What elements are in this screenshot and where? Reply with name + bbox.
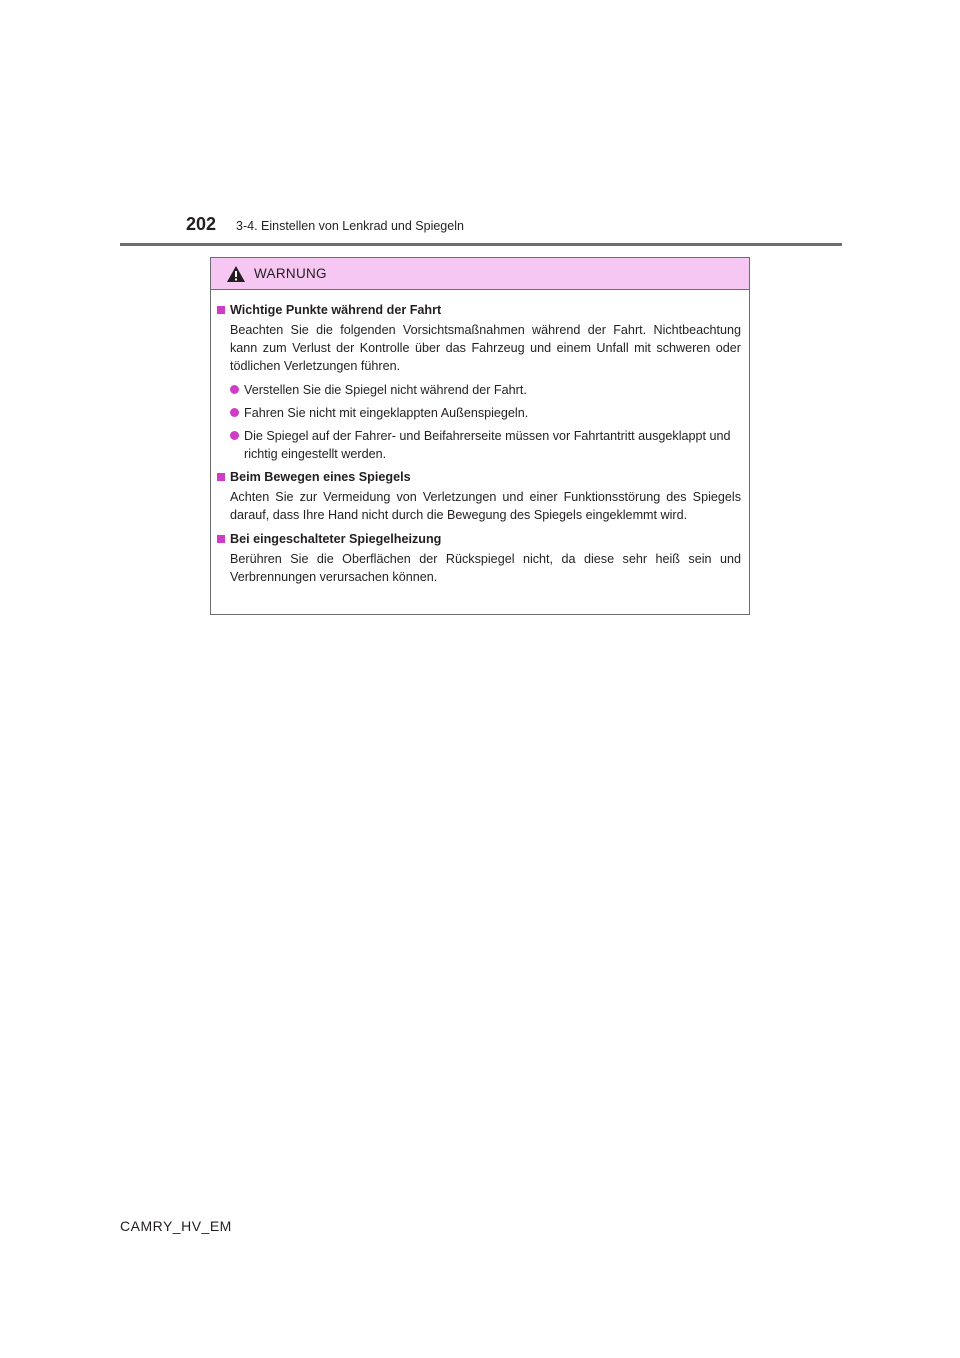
square-bullet-icon xyxy=(217,535,225,543)
document-code: CAMRY_HV_EM xyxy=(120,1218,232,1234)
section-heading-text: Bei eingeschalteter Spiegelheizung xyxy=(230,532,442,546)
section-heading-text: Wichtige Punkte während der Fahrt xyxy=(230,303,442,317)
warning-triangle-icon xyxy=(226,265,246,283)
square-bullet-icon xyxy=(217,306,225,314)
page-header xyxy=(186,214,464,240)
section-heading-text: Beim Bewegen eines Spiegels xyxy=(230,470,411,484)
round-bullet-icon xyxy=(230,385,239,394)
list-item xyxy=(217,381,741,399)
list-item xyxy=(217,404,741,422)
page-number: 202 xyxy=(186,214,217,234)
section-heading xyxy=(217,301,741,319)
section-paragraph: Berühren Sie die Oberflächen der Rückspiegel nicht, da diese sehr heiß sein und Verbrennungen verursachen können. xyxy=(230,552,741,584)
list-item xyxy=(217,427,741,463)
section-title: 3-4. Einstellen von Lenkrad und Spiegeln xyxy=(236,219,464,233)
section-paragraph: Achten Sie zur Vermeidung von Verletzungen und einer Funktionsstörung des Spiegels darauf, dass Ihre Hand nicht durch die Bewegung des Spiegels eingeklemmt wird. xyxy=(230,490,741,522)
section-paragraph: Beachten Sie die folgenden Vorsichtsmaßnahmen während der Fahrt. Nichtbeachtung kann zum Verlust der Kontrolle über das Fahrzeug und einem Unfall mit schweren oder tödlichen Verletzungen führen. xyxy=(230,323,741,373)
warning-section-driving xyxy=(217,301,741,463)
section-heading xyxy=(217,530,741,548)
warning-section-moving-mirror xyxy=(217,468,741,524)
round-bullet-icon xyxy=(230,408,239,417)
section-heading xyxy=(217,468,741,486)
square-bullet-icon xyxy=(217,473,225,481)
list-item-text: Verstellen Sie die Spiegel nicht während der Fahrt. xyxy=(244,383,527,397)
warning-title: WARNUNG xyxy=(254,266,327,281)
list-item-text: Fahren Sie nicht mit eingeklappten Außenspiegeln. xyxy=(244,406,529,420)
header-divider xyxy=(120,243,842,246)
list-item-text: Die Spiegel auf der Fahrer- und Beifahrerseite müssen vor Fahrtantritt ausgeklappt und richtig eingestellt werden. xyxy=(244,429,731,461)
warning-header xyxy=(211,258,749,290)
round-bullet-icon xyxy=(230,431,239,440)
warning-body xyxy=(211,290,749,586)
warning-section-mirror-heater xyxy=(217,530,741,586)
warning-box xyxy=(210,257,750,615)
